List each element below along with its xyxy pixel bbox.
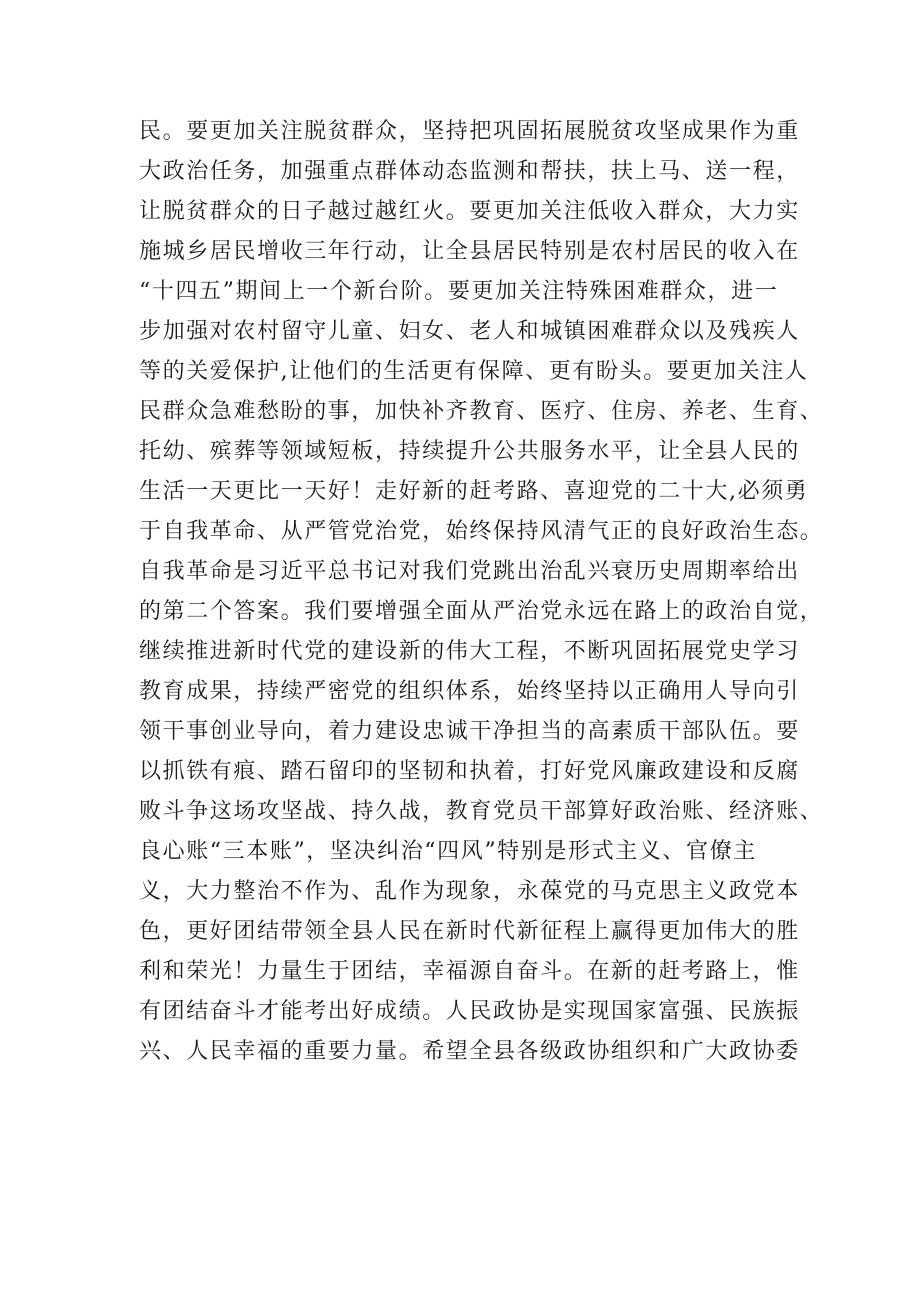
- text-line: 生活一天更比一天好！走好新的赶考路、喜迎党的二十大,必须勇: [139, 479, 809, 504]
- text-line: 于自我革命、从严管党治党，始终保持风清气正的良好政治生态。: [139, 519, 824, 544]
- text-line: 让脱贫群众的日子越过越红火。要更加关注低收入群众，大力实: [139, 199, 800, 224]
- text-line: 有团结奋斗才能考出好成绩。人民政协是实现国家富强、民族振: [139, 999, 800, 1024]
- text-line: 民群众急难愁盼的事，加快补齐教育、医疗、住房、养老、生育、: [139, 399, 824, 424]
- text-line: 大政治任务，加强重点群体动态监测和帮扶，扶上马、送一程，: [139, 159, 800, 184]
- text-line: 以抓铁有痕、踏石留印的坚韧和执着，打好党风廉政建设和反腐: [139, 759, 800, 784]
- text-line: 继续推进新时代党的建设新的伟大工程，不断巩固拓展党史学习: [139, 639, 800, 664]
- text-line: 托幼、殡葬等领域短板，持续提升公共服务水平，让全县人民的: [139, 439, 800, 464]
- text-line: 败斗争这场攻坚战、持久战，教育党员干部算好政治账、经济账、: [139, 799, 824, 824]
- text-line: 色，更好团结带领全县人民在新时代新征程上赢得更加伟大的胜: [139, 919, 800, 944]
- text-line: 民。要更加关注脱贫群众，坚持把巩固拓展脱贫攻坚成果作为重: [139, 119, 800, 144]
- text-line: 义，大力整治不作为、乱作为现象，永葆党的马克思主义政党本: [139, 879, 800, 904]
- text-line: 良心账“三本账”，坚决纠治“四风”特别是形式主义、官僚主: [139, 839, 757, 864]
- text-line: 施城乡居民增收三年行动，让全县居民特别是农村居民的收入在: [139, 239, 800, 264]
- text-line: 步加强对农村留守儿童、妇女、老人和城镇困难群众以及残疾人: [139, 319, 800, 344]
- text-line: 教育成果，持续严密党的组织体系，始终坚持以正确用人导向引: [139, 679, 800, 704]
- text-line: “十四五”期间上一个新台阶。要更加关注特殊困难群众，进一: [139, 279, 779, 304]
- text-line: 的第二个答案。我们要增强全面从严治党永远在路上的政治自觉，: [139, 599, 824, 624]
- body-text: [139, 112, 829, 1072]
- text-line: 领干事创业导向，着力建设忠诚干净担当的高素质干部队伍。要: [139, 719, 800, 744]
- text-line: 利和荣光！力量生于团结，幸福源自奋斗。在新的赶考路上，惟: [139, 959, 800, 984]
- text-line: 自我革命是习近平总书记对我们党跳出治乱兴衰历史周期率给出: [139, 559, 800, 584]
- text-line: 兴、人民幸福的重要力量。希望全县各级政协组织和广大政协委: [139, 1039, 800, 1064]
- text-line: 等的关爱保护,让他们的生活更有保障、更有盼头。要更加关注人: [139, 359, 809, 384]
